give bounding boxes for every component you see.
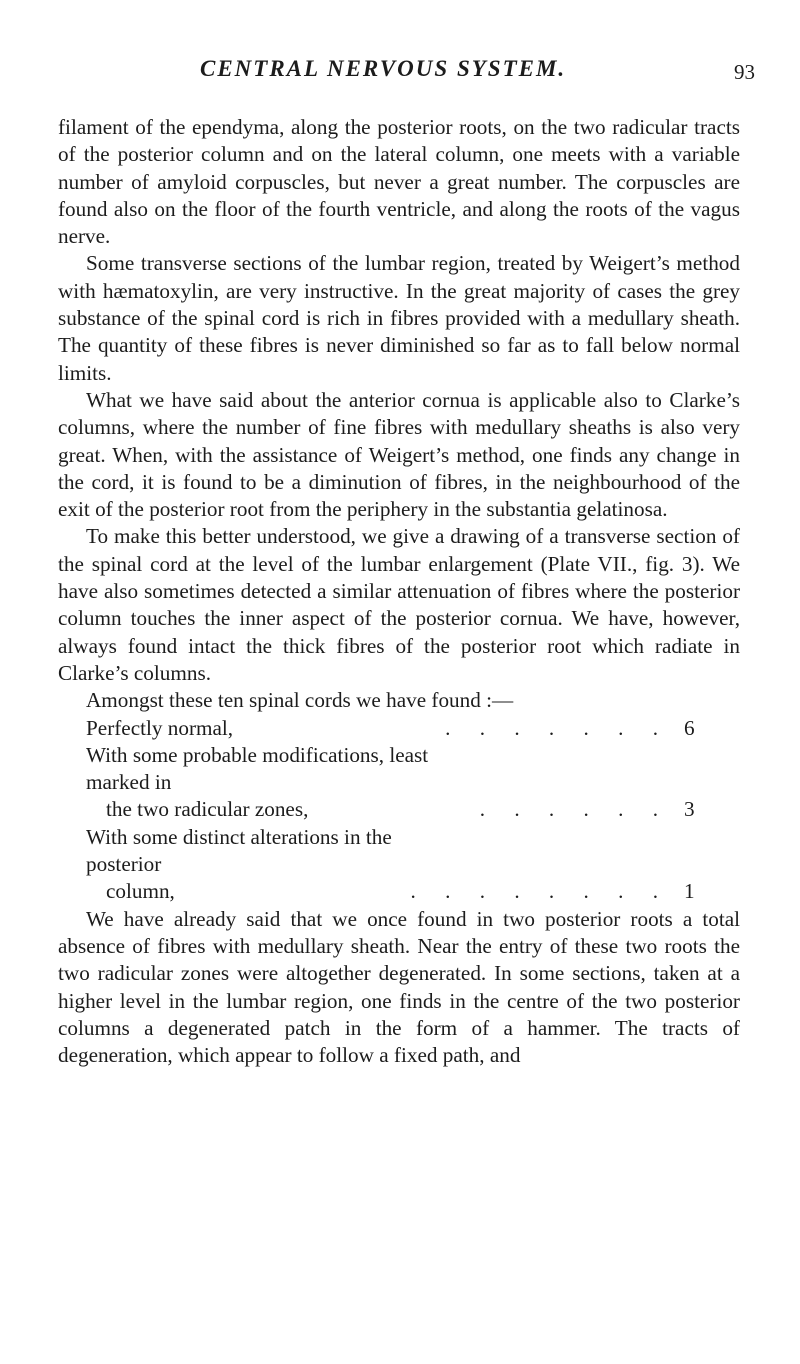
tally-row <box>58 824 740 906</box>
body-text <box>58 114 740 1069</box>
paragraph: We have already said that we once found in two posterior roots a total absence of fibres with medullary sheath. Near the entry of these two roots the two radicular zones were altogether degenerated. In some sections, taken at a higher level in the lumbar region, one finds in the centre of the two posterior columns a degenerated patch in the form of a hammer. The tracts of degeneration, which appear to follow a fixed path, and <box>58 906 740 1068</box>
tally-label: With some probable modifications, least marked in the two radicular zones, <box>86 742 429 822</box>
leader-dots: . . . . . . . . <box>410 879 670 904</box>
paragraph: What we have said about the anterior cornua is applicable also to Clarke’s columns, where the number of fine fibres with medullary sheaths is also very great. When, with the assistance of Weigert’s method, one finds any change in the cord, it is found to be a diminution of fibres, in the neighbourhood of the exit of the posterior root from the periphery in the substantia gelatinosa. <box>58 387 740 522</box>
tally-count: 3 <box>684 797 695 822</box>
running-title: CENTRAL NERVOUS SYSTEM. <box>200 56 567 81</box>
tally-count: 6 <box>684 715 695 740</box>
tally-label: Perfectly normal, <box>86 715 234 740</box>
page-number: 93 <box>734 60 755 84</box>
tally-row <box>58 715 740 742</box>
tally-row <box>58 742 740 824</box>
tally-count: 1 <box>684 879 695 904</box>
leader-dots: . . . . . . . <box>445 715 670 740</box>
findings-tally <box>58 715 740 906</box>
paragraph: Amongst these ten spinal cords we have found :— <box>86 688 514 713</box>
leader-dots: . . . . . . <box>479 797 670 822</box>
tally-label: With some distinct alterations in the posterior column, <box>86 824 392 904</box>
paragraph: Some transverse sections of the lumbar region, treated by Weigert’s method with hæmatoxylin, are very instructive. In the great majority of cases the grey substance of the spinal cord is rich in fibres provided with a medullary sheath. The quantity of these fibres is never diminished so far as to fall below normal limits. <box>58 251 740 385</box>
paragraph-continuation: filament of the ependyma, along the posterior roots, on the two radicular tracts of the posterior column and on the lateral column, one meets with a variable number of amyloid corpuscles, but never a great number. The corpuscles are found also on the floor of the fourth ventricle, and along the roots of the vagus nerve. <box>58 115 740 249</box>
running-head <box>0 52 800 92</box>
paragraph: To make this better understood, we give a drawing of a transverse section of the spinal cord at the level of the lumbar enlargement (Plate VII., fig. 3). We have also sometimes detected a similar attenuation of fibres where the posterior column touches the inner aspect of the posterior cornua. We have, however, always found intact the thick fibres of the posterior root which radiate in Clarke’s columns. <box>58 524 740 685</box>
